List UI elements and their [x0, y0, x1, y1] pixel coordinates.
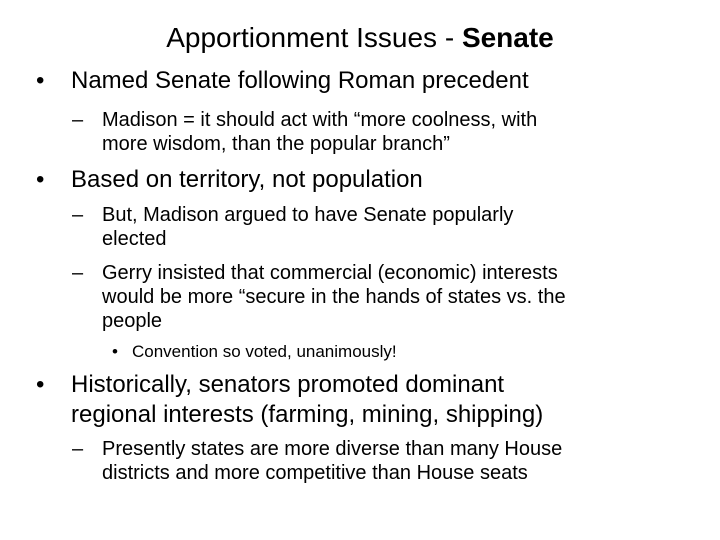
- sub-sub-bullet-text: [132, 342, 397, 362]
- bullet-marker: •: [36, 166, 45, 193]
- slide-title: [0, 18, 720, 58]
- sub-bullet-line: But, Madison argued to have Senate popularly: [102, 204, 514, 226]
- bullet-marker: •: [36, 371, 45, 398]
- sub-bullet-text: [102, 108, 537, 156]
- sub-sub-bullet-line: Convention so voted, unanimously!: [132, 342, 397, 361]
- dash-marker: –: [72, 438, 84, 460]
- dash-marker: –: [72, 262, 84, 284]
- sub-bullet-line: Gerry insisted that commercial (economic) interests: [102, 262, 558, 284]
- bullet-line: Historically, senators promoted dominant: [71, 371, 505, 398]
- sub-bullet-line: more wisdom, than the popular branch”: [102, 133, 450, 155]
- slide-title-main: Apportionment Issues -: [166, 22, 462, 53]
- sub-bullet-line: Madison = it should act with “more coolness, with: [102, 109, 538, 131]
- bullet-text: [71, 370, 543, 430]
- bullet-marker: •: [36, 67, 45, 94]
- bullet-line: Based on territory, not population: [71, 166, 423, 193]
- sub-bullet-line: elected: [102, 228, 167, 250]
- bullet-line: regional interests (farming, mining, shipping): [71, 401, 544, 428]
- bullet-line: Named Senate following Roman precedent: [71, 67, 529, 94]
- bullet-marker: •: [112, 342, 118, 361]
- sub-bullet-line: districts and more competitive than House seats: [102, 462, 528, 484]
- sub-bullet-text: [102, 437, 562, 485]
- sub-bullet-line: would be more “secure in the hands of states vs. the: [102, 286, 566, 308]
- dash-marker: –: [72, 109, 84, 131]
- sub-bullet-text: [102, 261, 566, 333]
- slide-title-emphasis: Senate: [461, 22, 554, 53]
- dash-marker: –: [72, 204, 84, 226]
- bullet-text: [71, 165, 423, 195]
- sub-bullet-text: [102, 203, 513, 251]
- bullet-text: [71, 66, 529, 96]
- sub-bullet-line: people: [102, 310, 163, 332]
- sub-bullet-line: Presently states are more diverse than many House: [102, 438, 563, 460]
